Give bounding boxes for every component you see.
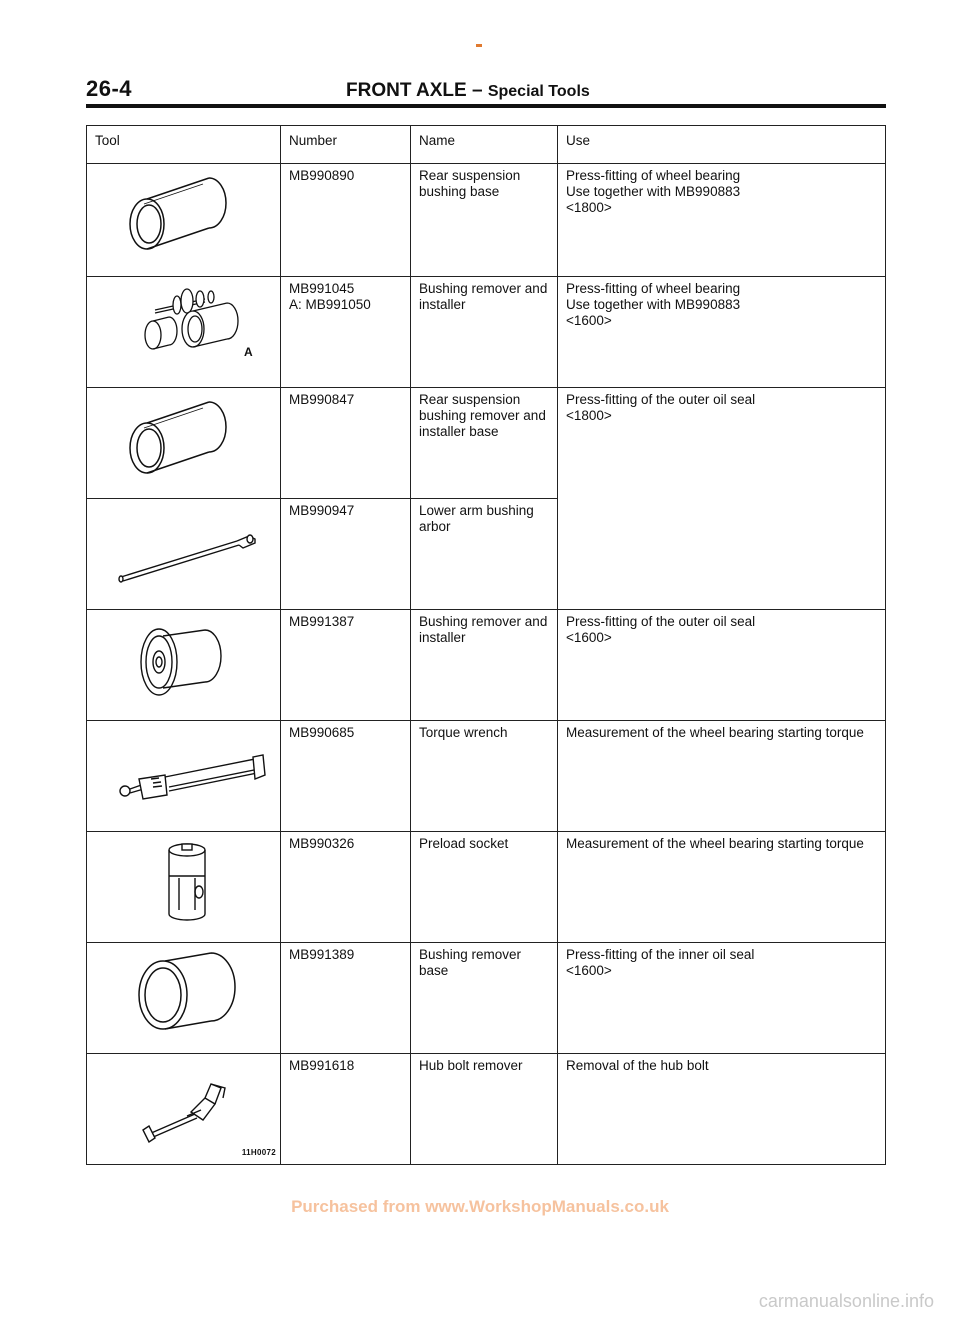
watermark-link[interactable]: Purchased from www.WorkshopManuals.co.uk	[291, 1197, 669, 1216]
tool-use: Measurement of the wheel bearing starting torque	[558, 832, 886, 943]
tool-name: Hub bolt remover	[411, 1054, 558, 1165]
header-name: Name	[411, 126, 558, 164]
tool-name: Rear suspension bushing remover and installer base	[411, 388, 558, 499]
tool-use: Press-fitting of the outer oil seal <1600>	[558, 610, 886, 721]
tool-name: Bushing remover and installer	[411, 610, 558, 721]
tool-name: Rear suspension bushing base	[411, 164, 558, 277]
tool-cell	[87, 388, 281, 499]
header-rule	[86, 104, 886, 108]
tool-use: Measurement of the wheel bearing starting torque	[558, 721, 886, 832]
title-separator: –	[471, 80, 483, 101]
special-tools-table	[86, 125, 886, 1165]
tool-number: MB990685	[281, 721, 411, 832]
tool-cell	[87, 721, 281, 832]
tool-number: MB990847	[281, 388, 411, 499]
tool-number: MB990326	[281, 832, 411, 943]
header-tool: Tool	[87, 126, 281, 164]
header-use: Use	[558, 126, 886, 164]
table-row	[87, 164, 886, 277]
torque-wrench-icon	[87, 721, 281, 827]
installer-base-icon	[87, 388, 281, 494]
table-row	[87, 1054, 886, 1165]
tool-name: Torque wrench	[411, 721, 558, 832]
tool-cell	[87, 832, 281, 943]
tool-number: MB991387	[281, 610, 411, 721]
tool-name: Bushing remover and installer	[411, 277, 558, 388]
page-title	[346, 80, 590, 102]
section-subtitle: Special Tools	[487, 83, 590, 100]
tool-use: Press-fitting of wheel bearing Use together with MB990883 <1600>	[558, 277, 886, 388]
table-row	[87, 721, 886, 832]
tool-use: Removal of the hub bolt	[558, 1054, 886, 1165]
page-number: 26-4	[86, 76, 133, 101]
remover-base-icon	[87, 943, 281, 1049]
section-title: FRONT AXLE	[346, 80, 467, 101]
tool-name: Lower arm bushing arbor	[411, 499, 558, 610]
tool-number: MB991389	[281, 943, 411, 1054]
tool-mark-a: A	[244, 345, 253, 359]
tool-cell	[87, 943, 281, 1054]
tool-name: Bushing remover base	[411, 943, 558, 1054]
table-row	[87, 832, 886, 943]
header-mark	[476, 44, 482, 47]
table-row	[87, 277, 886, 388]
tool-cell	[87, 277, 281, 388]
table-row	[87, 943, 886, 1054]
tool-number: MB991045 A: MB991050	[281, 277, 411, 388]
tool-cell	[87, 164, 281, 277]
table-header-row	[87, 126, 886, 164]
header-number: Number	[281, 126, 411, 164]
arbor-icon	[87, 499, 281, 605]
tool-cell	[87, 1054, 281, 1165]
bushing-base-icon	[87, 164, 281, 272]
tool-cell	[87, 499, 281, 610]
tool-number: MB991618	[281, 1054, 411, 1165]
preload-socket-icon	[87, 832, 281, 938]
bushing-remover-icon	[87, 610, 281, 716]
tool-number: MB990890	[281, 164, 411, 277]
tool-cell	[87, 610, 281, 721]
tool-use: Press-fitting of the inner oil seal <1600>	[558, 943, 886, 1054]
tool-number: MB990947	[281, 499, 411, 610]
figure-code: 11H0072	[241, 1148, 276, 1157]
table-row	[87, 610, 886, 721]
tool-use: Press-fitting of the outer oil seal <1800>	[558, 388, 886, 610]
table-row	[87, 388, 886, 499]
tool-use: Press-fitting of wheel bearing Use together with MB990883 <1800>	[558, 164, 886, 277]
bushing-remover-installer-icon	[87, 277, 281, 383]
site-footer: carmanualsonline.info	[758, 1291, 934, 1311]
tool-name: Preload socket	[411, 832, 558, 943]
